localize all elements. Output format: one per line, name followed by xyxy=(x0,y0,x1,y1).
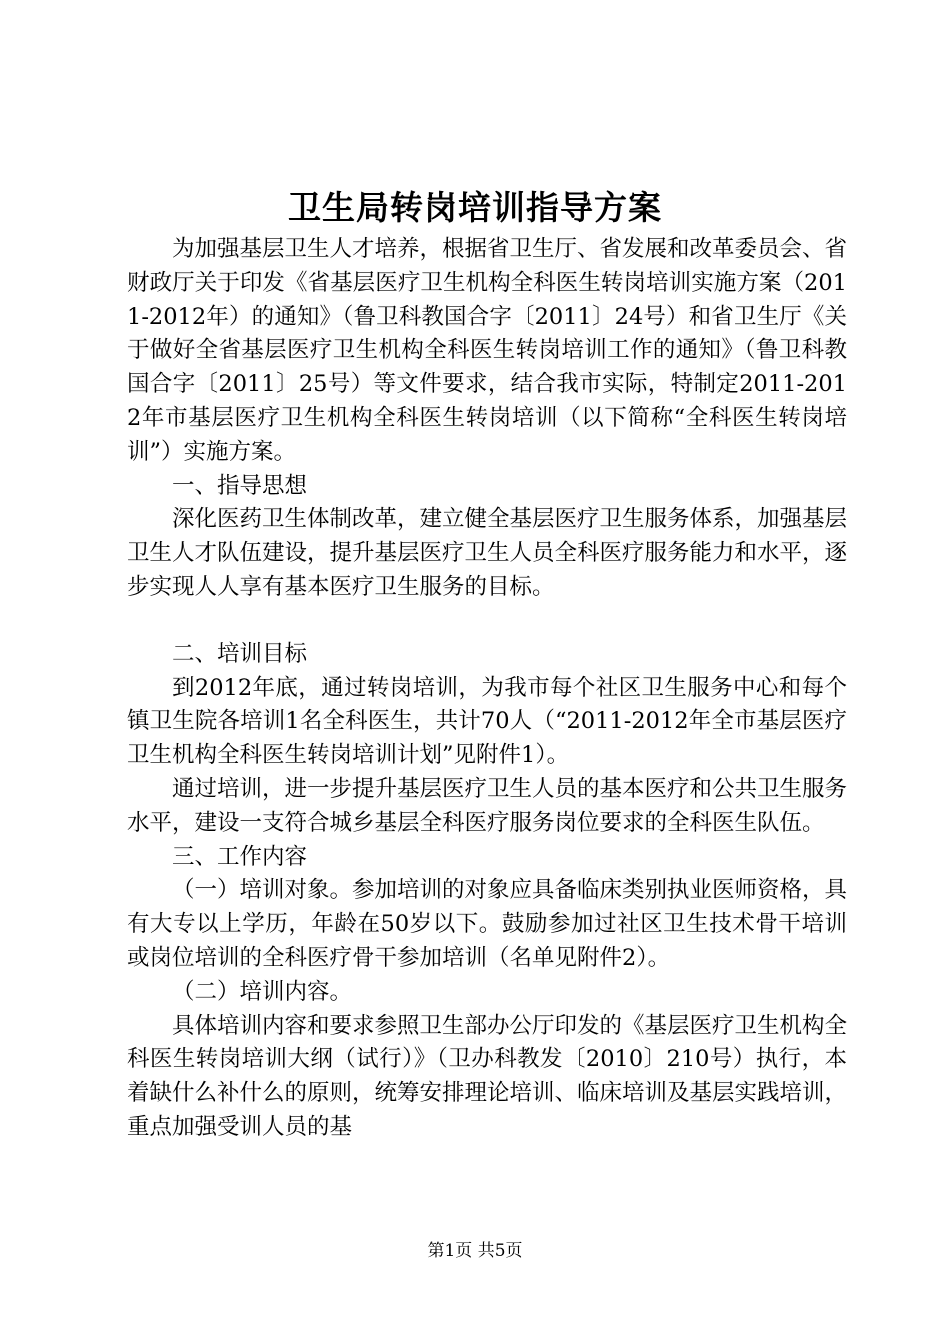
training-content-paragraph: 具体培训内容和要求参照卫生部办公厅印发的《基层医疗卫生机构全科医生转岗培训大纲（试行）》（卫办科教发〔2010〕210号）执行，本着缺什么补什么的原则，统筹安排理论培训、临床培训及基层实践培训，重点加强受训人员的基 xyxy=(127,1012,848,1140)
page-number-footer: 第1页 共5页 xyxy=(427,1241,523,1261)
training-purpose-paragraph: 通过培训，进一步提升基层医疗卫生人员的基本医疗和公共卫生服务水平，建设一支符合城乡基层全科医疗服务岗位要求的全科医生队伍。 xyxy=(127,775,848,836)
document-body xyxy=(127,233,847,1145)
section-heading-training-goals: 二、培训目标 xyxy=(172,640,308,667)
section-heading-work-content: 三、工作内容 xyxy=(172,843,308,870)
training-goals-paragraph: 到2012年底，通过转岗培训，为我市每个社区卫生服务中心和每个镇卫生院各培训1名全科医生，共计70人（“2011-2012年全市基层医疗卫生机构全科医生转岗培训计划”见附件1）。 xyxy=(127,674,847,769)
guiding-ideology-paragraph: 深化医药卫生体制改革，建立健全基层医疗卫生服务体系，加强基层卫生人才队伍建设，提升基层医疗卫生人员全科医疗服务能力和水平，逐步实现人人享有基本医疗卫生服务的目标。 xyxy=(127,506,848,600)
intro-paragraph: 为加强基层卫生人才培养，根据省卫生厅、省发展和改革委员会、省财政厅关于印发《省基层医疗卫生机构全科医生转岗培训实施方案（2011-2012年）的通知》（鲁卫科教国合字〔2011〕24号）和省卫生厅《关于做好全省基层医疗卫生机构全科医生转岗培训工作的通知》（鲁卫科教国合字〔2011〕25号）等文件要求，结合我市实际，特制定2011-2012年市基层医疗卫生机构全科医生转岗培训（以下简称“全科医生转岗培训”）实施方案。 xyxy=(127,236,848,465)
paragraph-gap xyxy=(127,605,847,638)
document-title: 卫生局转岗培训指导方案 xyxy=(288,188,662,227)
training-targets-paragraph: （一）培训对象。参加培训的对象应具备临床类别执业医师资格，具有大专以上学历，年龄在50岁以下。鼓励参加过社区卫生技术骨干培训或岗位培训的全科医疗骨干参加培训（名单见附件2）。 xyxy=(127,877,848,971)
section-heading-guiding-ideology: 一、指导思想 xyxy=(172,472,308,499)
subheading-training-content: （二）培训内容。 xyxy=(172,978,353,1005)
